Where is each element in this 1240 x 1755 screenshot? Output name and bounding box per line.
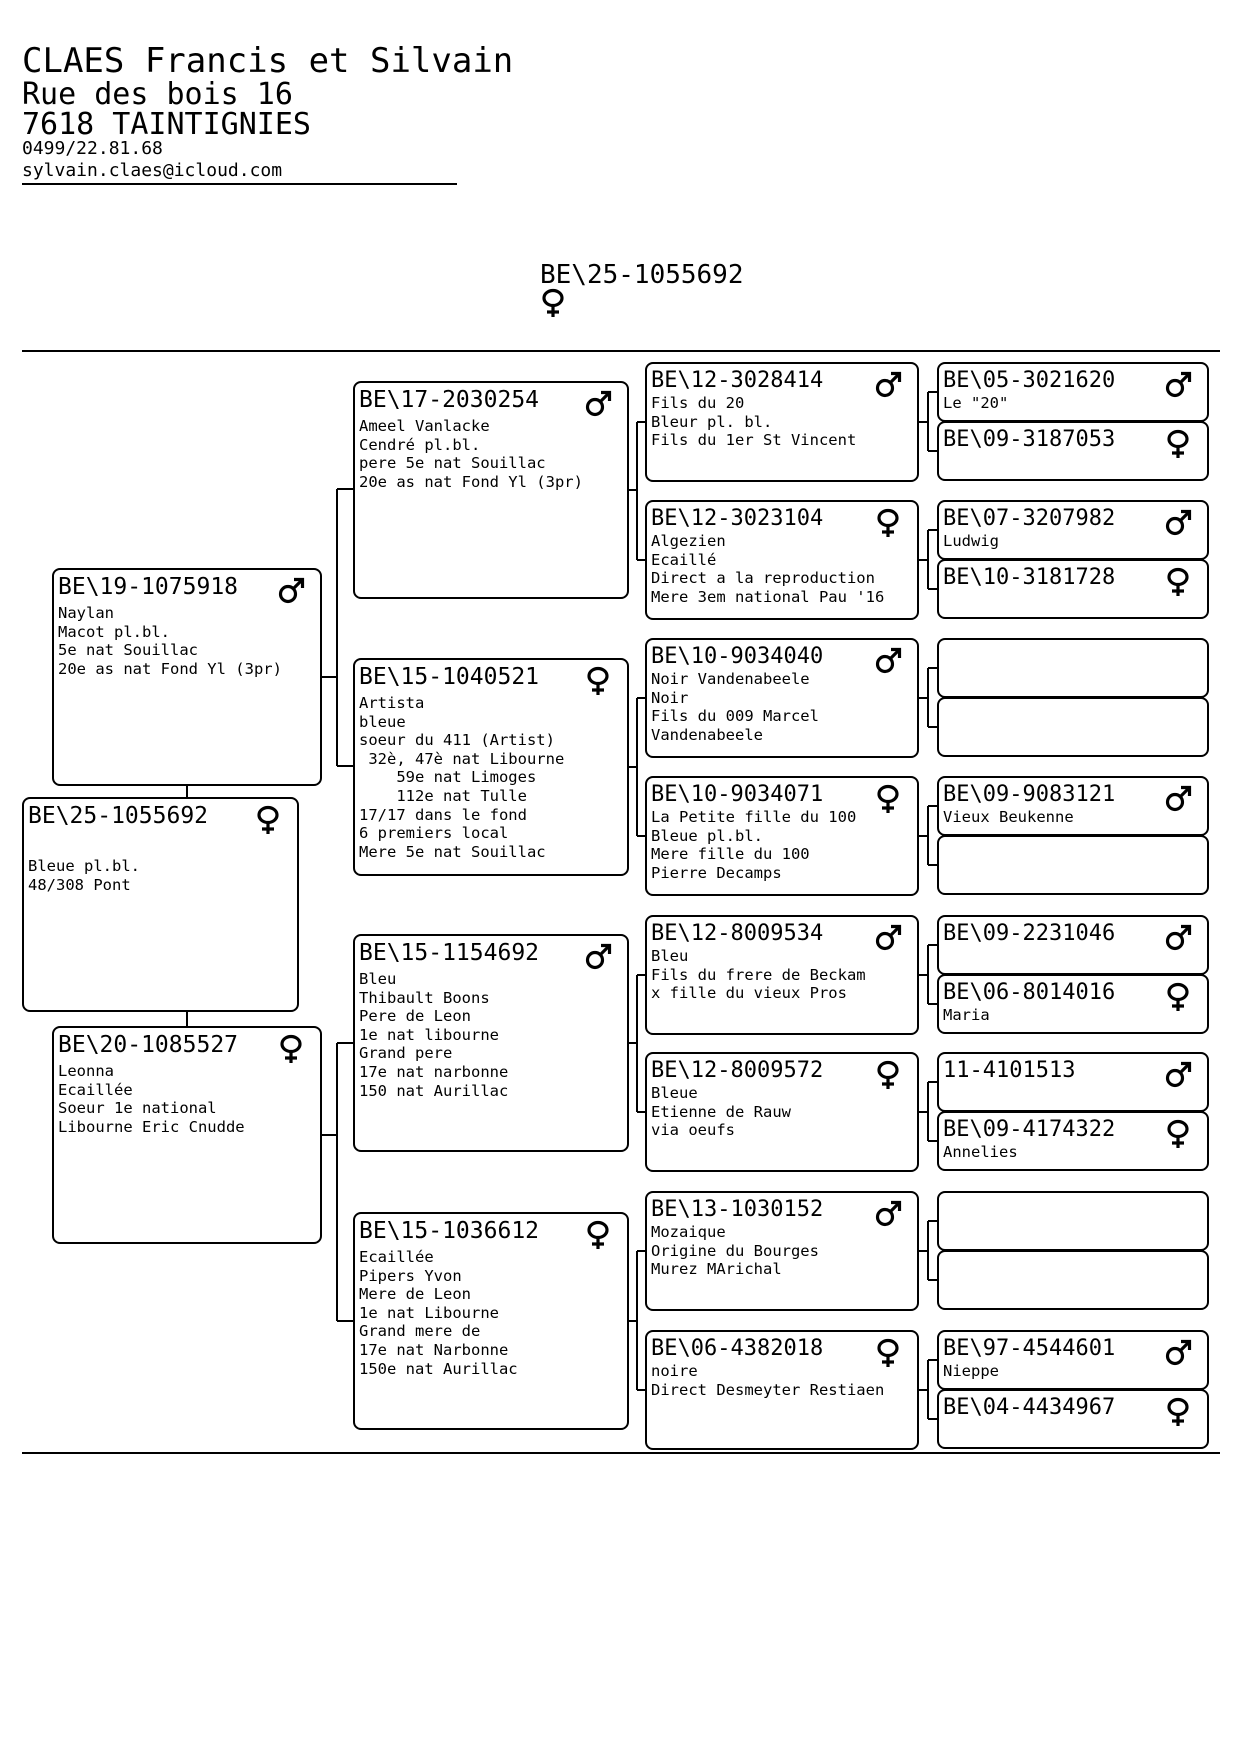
detail-line: Soeur 1e national [58,1099,217,1118]
ring-number: BE\06-8014016 [943,980,1116,1005]
breeder-phone: 0499/22.81.68 [22,138,163,159]
pedigree-box-sire [52,568,322,786]
detail-line: Fils du 009 Marcel [651,707,819,726]
pedigree-box-dam [52,1026,322,1244]
male-symbol-icon [873,646,903,680]
pedigree-box-great-great-grandparent [937,1330,1209,1390]
detail-line: 6 premiers local [359,824,509,843]
detail-line: Pere de Leon [359,1007,471,1026]
ring-number: BE\25-1055692 [28,803,209,829]
detail-line: Pipers Yvon [359,1266,462,1285]
detail-line: 48/308 Pont [28,875,131,894]
pedigree-box-great-great-grandparent [937,638,1209,698]
detail-line: Fils du 20 [651,394,745,412]
bird-details [58,604,282,678]
detail-line: Bleue [651,1084,698,1102]
detail-line: Pierre Decamps [651,863,782,882]
pedigree-box-great-grandparent [645,500,919,620]
pedigree-box-great-great-grandparent [937,974,1209,1034]
detail-line: Thibault Boons [359,988,490,1007]
detail-line: 112e nat Tulle [359,786,527,805]
detail-line: La Petite fille du 100 [651,808,857,826]
detail-line: 20e as nat Fond Yl (3pr) [359,472,583,491]
pedigree-box-great-great-grandparent [937,915,1209,975]
male-symbol-icon [583,389,613,423]
pedigree-box-great-grandparent [645,1330,919,1450]
bird-details [651,1223,819,1279]
detail-line: via oeufs [651,1121,735,1140]
pedigree-box-grandparent [353,658,629,876]
pedigree-box-great-great-grandparent [937,421,1209,481]
pedigree-box-great-great-grandparent [937,362,1209,422]
pedigree-box-great-grandparent [645,638,919,758]
male-symbol-icon [873,370,903,404]
detail-line: Mere 3em national Pau '16 [651,587,885,606]
male-symbol-icon [583,942,613,976]
male-symbol-icon [1163,784,1193,818]
detail-line: Fils du frere de Beckam [651,965,866,984]
pedigree-box-great-great-grandparent [937,697,1209,757]
detail-line: 150e nat Aurillac [359,1359,518,1378]
detail-line: Murez MArichal [651,1260,782,1279]
detail-line: Ludwig [943,532,999,550]
ring-number: BE\12-8009534 [651,921,824,946]
male-symbol-icon [1163,508,1193,542]
detail-line: Fils du 1er St Vincent [651,431,857,450]
detail-line: Origine du Bourges [651,1241,819,1260]
ring-number: BE\09-3187053 [943,427,1116,452]
pedigree-box-grandparent [353,1212,629,1430]
detail-line: Ecaillée [58,1080,133,1099]
bird-details [943,394,1008,413]
detail-line: Annelies [943,1143,1018,1161]
ring-number: BE\05-3021620 [943,368,1116,393]
detail-line: 59e nat Limoges [359,768,537,787]
female-symbol-icon [1163,567,1193,601]
male-symbol-icon [1163,1338,1193,1372]
pedigree-box-great-grandparent [645,1052,919,1172]
bird-details [651,1362,884,1399]
male-symbol-icon [1163,1060,1193,1094]
detail-line: Maria [943,1006,990,1024]
detail-line: Mere fille du 100 [651,845,810,864]
detail-line: Vandenabeele [651,725,763,744]
female-symbol-icon [1163,1397,1193,1431]
detail-line: Etienne de Rauw [651,1102,791,1121]
detail-line: Ecaillé [651,550,717,569]
detail-line: Direct a la reproduction [651,569,875,588]
pedigree-box-great-great-grandparent [937,1191,1209,1251]
detail-line: Direct Desmeyter Restiaen [651,1380,885,1399]
pedigree-box-great-great-grandparent [937,1250,1209,1310]
bird-details [943,532,999,551]
detail-line: soeur du 411 (Artist) [359,731,555,750]
ring-number: BE\06-4382018 [651,1336,824,1361]
ring-number: BE\10-9034071 [651,782,824,807]
detail-line: Vieux Beukenne [943,808,1074,826]
bird-details [651,670,819,744]
detail-line: bleue [359,712,406,731]
bird-details [359,417,583,491]
bird-details [58,1062,245,1136]
pedigree-box-great-great-grandparent [937,1052,1209,1112]
pedigree-box-great-great-grandparent [937,835,1209,895]
bird-details [943,1143,1018,1162]
bird-details [651,532,884,606]
detail-line: 5e nat Souillac [58,641,198,660]
bird-details [28,857,140,894]
detail-line: Algezien [651,532,726,550]
detail-line: 32è, 47è nat Libourne [359,749,565,768]
female-symbol-icon [583,1220,613,1254]
detail-line: Artista [359,694,425,712]
ring-number: BE\09-4174322 [943,1117,1116,1142]
ring-number: BE\17-2030254 [359,387,540,413]
female-symbol-icon [873,1060,903,1094]
bird-details [651,1084,791,1140]
ring-number: BE\12-3023104 [651,506,824,531]
bird-details [359,970,508,1100]
breeder-name: CLAES Francis et Silvain [22,41,514,81]
detail-line: Mozaique [651,1223,726,1241]
ring-number: 11-4101513 [943,1058,1076,1083]
pedigree-box-great-great-grandparent [937,500,1209,560]
detail-line: x fille du vieux Pros [651,984,847,1003]
male-symbol-icon [1163,370,1193,404]
pedigree-box-great-grandparent [645,776,919,896]
detail-line: Bleu [359,970,397,988]
detail-line: Ecaillée [359,1248,434,1266]
male-symbol-icon [873,923,903,957]
pedigree-box-great-great-grandparent [937,559,1209,619]
detail-line: 20e as nat Fond Yl (3pr) [58,659,282,678]
detail-line: Bleur pl. bl. [651,412,773,431]
bird-details [651,947,866,1003]
ring-number: BE\12-3028414 [651,368,824,393]
detail-line: 17/17 dans le fond [359,805,527,824]
detail-line: 1e nat libourne [359,1025,499,1044]
male-symbol-icon [276,576,306,610]
detail-line: Libourne Eric Cnudde [58,1117,245,1136]
ring-number: BE\10-3181728 [943,565,1116,590]
detail-line: Macot pl.bl. [58,622,170,641]
detail-line: Mere de Leon [359,1285,471,1304]
ring-number: BE\15-1036612 [359,1218,540,1244]
female-symbol-icon [873,508,903,542]
breeder-city: 7618 TAINTIGNIES [22,107,311,142]
bird-details [943,1006,990,1025]
bird-details [359,694,564,861]
detail-line: Noir Vandenabeele [651,670,810,688]
pedigree-box-great-grandparent [645,362,919,482]
ring-number: BE\09-2231046 [943,921,1116,946]
detail-line: Nieppe [943,1362,999,1380]
female-symbol-icon [1163,982,1193,1016]
detail-line: pere 5e nat Souillac [359,454,546,473]
pedigree-box-grandparent [353,381,629,599]
female-symbol-icon [1163,1119,1193,1153]
detail-line: Grand pere [359,1044,453,1063]
bird-details [943,808,1074,827]
detail-line: Grand mere de [359,1322,481,1341]
detail-line: Ameel Vanlacke [359,417,490,435]
detail-line: Noir [651,688,689,707]
female-symbol-icon [276,1034,306,1068]
female-symbol-icon [253,805,283,839]
ring-number: BE\04-4434967 [943,1395,1116,1420]
ring-number: BE\15-1154692 [359,940,540,966]
pedigree-box-great-grandparent [645,1191,919,1311]
male-symbol-icon [1163,923,1193,957]
pedigree-box-great-great-grandparent [937,776,1209,836]
ring-number: BE\12-8009572 [651,1058,824,1083]
bird-details [359,1248,518,1378]
detail-line: Bleue pl.bl. [28,857,140,875]
pedigree-box-grandparent [353,934,629,1152]
female-symbol-icon [873,1338,903,1372]
pedigree-box-subject [22,797,299,1012]
ring-number: BE\07-3207982 [943,506,1116,531]
detail-line: 150 nat Aurillac [359,1081,509,1100]
detail-line: Le "20" [943,394,1009,412]
subject-ring-number: BE\25-1055692 [540,260,744,290]
female-symbol-icon [583,666,613,700]
female-symbol-icon [1163,429,1193,463]
ring-number: BE\09-9083121 [943,782,1116,807]
detail-line: noire [651,1362,698,1380]
ring-number: BE\97-4544601 [943,1336,1116,1361]
detail-line: 1e nat Libourne [359,1303,499,1322]
detail-line: Bleu [651,947,689,965]
pedigree-box-great-great-grandparent [937,1389,1209,1449]
detail-line: Naylan [58,604,114,622]
detail-line: Mere 5e nat Souillac [359,842,546,861]
ring-number: BE\13-1030152 [651,1197,824,1222]
ring-number: BE\10-9034040 [651,644,824,669]
pedigree-box-great-great-grandparent [937,1111,1209,1171]
detail-line: Leonna [58,1062,114,1080]
breeder-street: Rue des bois 16 [22,77,293,112]
ring-number: BE\20-1085527 [58,1032,239,1058]
detail-line: 17e nat Narbonne [359,1340,509,1359]
detail-line: Bleue pl.bl. [651,826,763,845]
bird-details [943,1362,999,1381]
breeder-email: sylvain.claes@icloud.com [22,160,283,181]
pedigree-box-great-grandparent [645,915,919,1035]
bird-details [651,808,856,882]
detail-line: Cendré pl.bl. [359,435,481,454]
ring-number: BE\15-1040521 [359,664,540,690]
detail-line: 17e nat narbonne [359,1062,509,1081]
female-symbol-icon [873,784,903,818]
male-symbol-icon [873,1199,903,1233]
bird-details [651,394,856,450]
ring-number: BE\19-1075918 [58,574,239,600]
